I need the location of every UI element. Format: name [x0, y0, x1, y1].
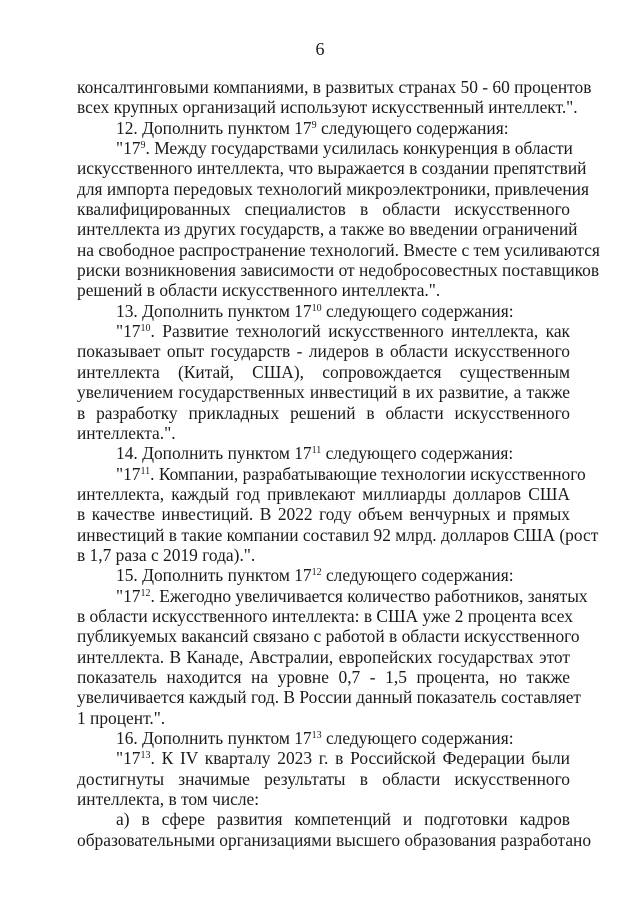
line-text: всех крупных организаций используют искусственный интеллект.". — [77, 97, 578, 118]
line-text: квалифицированных специалистов в области искусственного — [77, 199, 570, 220]
line-text: искусственного интеллекта, что выражается в создании препятствий — [77, 158, 587, 179]
text-line — [77, 769, 570, 789]
line-text: увеличением государственных инвестиций в их развитие, а также — [77, 382, 570, 403]
line-text: достигнуты значимые результаты в области искусственного — [77, 768, 570, 789]
text-line — [77, 809, 570, 829]
superscript-number: 9 — [311, 119, 317, 131]
page-number: 6 — [315, 39, 325, 59]
text-line — [77, 321, 570, 341]
line-text: "17 — [116, 321, 141, 342]
text-line — [77, 443, 570, 463]
text-line — [77, 138, 573, 159]
text-line — [77, 748, 570, 768]
superscript-number: 10 — [311, 302, 322, 314]
text-line — [77, 484, 570, 504]
text-line — [77, 647, 570, 667]
line-text-continued: следующего содержания: — [321, 300, 514, 321]
text-line — [77, 708, 570, 728]
text-line — [77, 199, 570, 219]
line-text: а) в сфере развития компетенций и подготовки кадров — [116, 809, 570, 830]
line-text-continued: . Ежегодно увеличивается количество работников, занятых — [150, 585, 588, 606]
line-text: интеллекта, в том числе: — [77, 789, 260, 810]
superscript-number: 10 — [140, 323, 151, 335]
text-line — [77, 728, 570, 748]
text-line — [77, 239, 600, 260]
line-text-continued: . Развитие технологий искусственного интеллекта, как — [150, 321, 570, 342]
line-text: в 1,7 раза с 2019 года).". — [77, 544, 256, 565]
line-text: образовательными организациями высшего образования разработано — [77, 829, 592, 850]
line-text: для импорта передовых технологий микроэлектроники, привлечения — [77, 178, 589, 199]
text-line — [77, 789, 570, 809]
text-line — [77, 178, 589, 199]
line-text: "17 — [116, 585, 141, 606]
line-text: консалтинговыми компаниями, в развитых странах 50 - 60 процентов — [77, 77, 592, 97]
text-line — [77, 301, 570, 321]
text-line — [77, 362, 570, 382]
text-line — [77, 280, 570, 300]
line-text: 1 процент.". — [77, 707, 166, 728]
text-line — [77, 585, 588, 606]
line-text: в разработку прикладных решений в области искусственного — [77, 402, 570, 423]
line-text: увеличивается каждый год. В России данный показатель составляет — [77, 687, 582, 708]
line-text-continued: следующего содержания: — [316, 117, 509, 138]
line-text: "17 — [116, 463, 141, 484]
line-text-continued: . Между государствами усилилась конкуренция в области — [145, 138, 573, 159]
line-text-continued: следующего содержания: — [321, 565, 514, 586]
line-text: 12. Дополнить пунктом 17 — [116, 117, 312, 138]
line-text: в качестве инвестиций. В 2022 году объем венчурных и прямых — [77, 504, 570, 525]
line-text: 16. Дополнить пунктом 17 — [116, 728, 312, 748]
text-line — [77, 565, 570, 585]
superscript-number: 12 — [311, 567, 322, 579]
text-line — [77, 77, 592, 97]
line-text: интеллекта. В Канаде, Австралии, европейских государствах этот — [77, 646, 570, 667]
line-text-continued: следующего содержания: — [321, 443, 514, 464]
superscript-number: 9 — [140, 140, 146, 152]
line-text: 14. Дополнить пунктом 17 — [116, 443, 312, 464]
line-text: показатель находится на уровне 0,7 - 1,5 процента, но также — [77, 666, 570, 687]
text-line — [77, 605, 573, 626]
line-text: решений в области искусственного интеллекта.". — [77, 280, 441, 301]
text-line — [77, 545, 570, 565]
document-body — [77, 77, 600, 850]
line-text-continued: следующего содержания: — [321, 728, 514, 748]
line-text: инвестиций в такие компании составил 92 млрд. долларов США (рост — [77, 524, 599, 545]
line-text: интеллекта (Китай, США), сопровождается существенным — [77, 361, 570, 382]
superscript-number: 13 — [140, 750, 151, 762]
superscript-number: 11 — [140, 465, 151, 477]
line-text: на свободное распространение технологий. Вместе с тем усиливаются — [77, 239, 600, 260]
line-text-continued: . К IV кварталу 2023 г. в Российской Федерации были — [150, 748, 570, 769]
text-line — [77, 829, 592, 850]
line-text: показывает опыт государств - лидеров в области искусственного — [77, 341, 570, 362]
line-text: публикуемых вакансий связано с работой в области искусственного — [77, 626, 580, 647]
line-text: интеллекта, каждый год привлекают миллиарды долларов США — [77, 483, 570, 504]
text-line — [77, 158, 587, 179]
superscript-number: 11 — [311, 445, 322, 457]
line-text: 13. Дополнить пунктом 17 — [116, 300, 312, 321]
text-line — [77, 423, 570, 443]
line-text: 15. Дополнить пунктом 17 — [116, 565, 312, 586]
text-line — [77, 463, 586, 484]
line-text: "17 — [116, 748, 141, 769]
text-line — [77, 504, 570, 524]
text-line — [77, 260, 600, 281]
text-line — [77, 524, 599, 545]
text-line — [77, 382, 570, 402]
text-line — [77, 341, 570, 361]
superscript-number: 12 — [140, 587, 151, 599]
line-text: интеллекта из других государств, а также во введении ограничений — [77, 219, 578, 240]
line-text-continued: . Компании, разрабатывающие технологии искусственного — [150, 463, 586, 484]
text-line — [77, 97, 578, 118]
line-text: в области искусственного интеллекта: в США уже 2 процента всех — [77, 605, 573, 626]
superscript-number: 13 — [311, 730, 322, 741]
line-text: интеллекта.". — [77, 422, 176, 443]
text-line — [77, 403, 570, 423]
text-line — [77, 667, 570, 687]
text-line — [77, 626, 580, 647]
text-line — [77, 687, 582, 708]
line-text: риски возникновения зависимости от недобросовестных поставщиков — [77, 260, 600, 281]
text-line — [77, 118, 570, 138]
line-text: "17 — [116, 138, 141, 159]
text-line — [77, 219, 578, 240]
